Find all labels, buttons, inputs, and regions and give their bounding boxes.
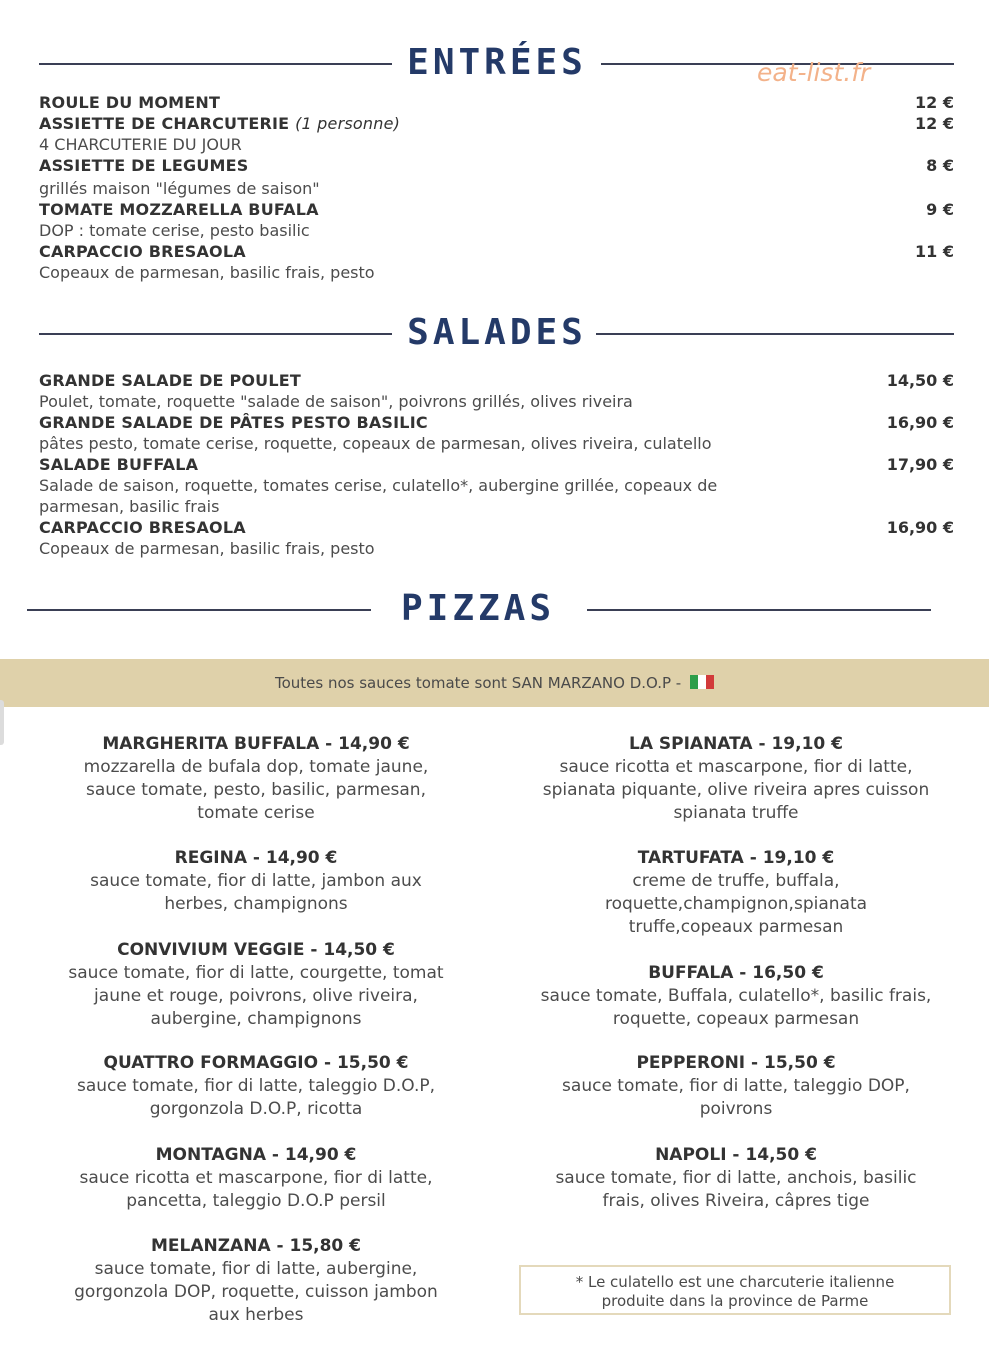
list-item [39, 199, 954, 241]
item-price: 9 € [926, 200, 954, 219]
header-rule [39, 63, 392, 65]
salades-list [39, 370, 954, 559]
pizza-description: spianata piquante, olive riveira apres cuisson [542, 780, 930, 800]
pizza-description: sauce tomate, fior di latte, jambon aux [90, 871, 422, 891]
pizza-description: tomate cerise [197, 803, 315, 823]
item-description: 4 CHARCUTERIE DU JOUR [39, 135, 242, 154]
pizza-item [516, 733, 956, 825]
item-description: grillés maison "légumes de saison" [39, 179, 320, 198]
pizza-description: sauce tomate, fior di latte, aubergine, [94, 1259, 418, 1279]
pizza-description: sauce tomate, fior di latte, taleggio D.O.P, [76, 1076, 435, 1096]
list-item [39, 241, 954, 283]
pizza-description: sauce tomate, pesto, basilic, parmesan, [86, 780, 426, 800]
item-description: Copeaux de parmesan, basilic frais, pesto [39, 263, 375, 282]
pizza-item [36, 733, 476, 825]
salades-header [0, 308, 989, 358]
pizza-description: roquette,champignon,spianata [604, 894, 868, 914]
pizza-description: creme de truffe, buffala, [632, 871, 840, 891]
section-title-pizzas: PIZZAS [400, 588, 556, 629]
pizza-description: aubergine, champignons [150, 1009, 362, 1029]
pizza-description: sauce ricotta et mascarpone, fior di latte, [559, 757, 913, 777]
pizza-description: poivrons [699, 1099, 773, 1119]
pizza-description: herbes, champignons [164, 894, 348, 914]
pizza-name: PEPPERONI - 15,50 € [636, 1053, 836, 1073]
pizza-description: spianata truffe [673, 803, 799, 823]
item-price: 16,90 € [886, 413, 954, 432]
item-price: 14,50 € [886, 371, 954, 390]
list-item [39, 454, 954, 517]
pizzas-header [0, 584, 989, 634]
footnote-line: produite dans la province de Parme [601, 1292, 869, 1310]
pizza-name: CONVIVIUM VEGGIE - 14,50 € [117, 940, 395, 960]
pizza-name: LA SPIANATA - 19,10 € [628, 734, 843, 754]
italy-flag-icon [690, 660, 714, 708]
item-name: ROULE DU MOMENT [39, 93, 221, 112]
pizza-name: NAPOLI - 14,50 € [655, 1145, 817, 1165]
watermark: eat-list.fr [757, 58, 871, 87]
pizza-item [36, 847, 476, 916]
list-item [39, 517, 954, 559]
pizza-item [516, 962, 956, 1031]
side-tab [0, 700, 4, 745]
pizza-description: mozzarella de bufala dop, tomate jaune, [83, 757, 429, 777]
pizza-description: sauce tomate, Buffala, culatello*, basilic frais, [540, 986, 932, 1006]
pizza-description: truffe,copeaux parmesan [628, 917, 844, 937]
entrees-list [39, 92, 954, 283]
item-price: 16,90 € [886, 518, 954, 537]
item-description: DOP : tomate cerise, pesto basilic [39, 221, 310, 240]
header-rule [596, 333, 954, 335]
pizza-item [36, 1235, 476, 1327]
item-description: pâtes pesto, tomate cerise, roquette, copeaux de parmesan, olives riveira, culatello [39, 434, 712, 453]
pizza-description: sauce tomate, fior di latte, anchois, basilic [555, 1168, 917, 1188]
header-rule [39, 333, 392, 335]
pizza-name: MARGHERITA BUFFALA - 14,90 € [102, 734, 410, 754]
culatello-footnote [519, 1265, 951, 1315]
item-price: 12 € [915, 93, 954, 112]
item-name: GRANDE SALADE DE POULET [39, 371, 302, 390]
pizza-name: REGINA - 14,90 € [174, 848, 338, 868]
pizza-item [516, 1144, 956, 1213]
item-name: ASSIETTE DE CHARCUTERIE (1 personne) [39, 114, 401, 133]
pizza-description: pancetta, taleggio D.O.P persil [126, 1191, 386, 1211]
item-price: 8 € [926, 156, 954, 175]
pizza-description: roquette, copeaux parmesan [612, 1009, 860, 1029]
header-rule [587, 609, 931, 611]
item-price: 17,90 € [886, 455, 954, 474]
pizza-name: MELANZANA - 15,80 € [150, 1236, 362, 1256]
item-name: GRANDE SALADE DE PÂTES PESTO BASILIC [39, 413, 428, 432]
list-item [39, 113, 954, 155]
section-title-salades: SALADES [407, 312, 587, 353]
item-name: CARPACCIO BRESAOLA [39, 242, 246, 261]
item-name: TOMATE MOZZARELLA BUFALA [39, 200, 319, 219]
list-item [39, 412, 954, 454]
pizza-description: frais, olives Riveira, câpres tige [602, 1191, 870, 1211]
item-name: ASSIETTE DE LEGUMES [39, 156, 249, 175]
item-name: CARPACCIO BRESAOLA [39, 518, 246, 537]
item-description: Copeaux de parmesan, basilic frais, pesto [39, 539, 375, 558]
pizza-item [36, 939, 476, 1031]
list-item [39, 370, 954, 412]
pizza-item [516, 847, 956, 939]
pizza-description: gorgonzola DOP, roquette, cuisson jambon [74, 1282, 438, 1302]
item-description: Salade de saison, roquette, tomates cerise, culatello*, aubergine grillée, copeaux de parmesan, basilic frais [39, 476, 718, 516]
pizza-description: gorgonzola D.O.P, ricotta [149, 1099, 363, 1119]
pizza-item [36, 1052, 476, 1121]
banner-text: Toutes nos sauces tomate sont SAN MARZANO D.O.P - [274, 674, 682, 692]
pizza-name: MONTAGNA - 14,90 € [155, 1145, 357, 1165]
footnote-line: * Le culatello est une charcuterie italienne [575, 1273, 895, 1291]
pizza-item [36, 1144, 476, 1213]
pizza-name: TARTUFATA - 19,10 € [637, 848, 835, 868]
pizza-name: QUATTRO FORMAGGIO - 15,50 € [103, 1053, 409, 1073]
item-price: 11 € [915, 242, 954, 261]
section-title-entrees: ENTRÉES [407, 42, 587, 83]
pizza-description: aux herbes [208, 1305, 304, 1325]
list-item [39, 155, 954, 199]
pizza-description: sauce tomate, fior di latte, taleggio DOP, [562, 1076, 910, 1096]
item-name: SALADE BUFFALA [39, 455, 199, 474]
pizza-description: sauce ricotta et mascarpone, fior di latte, [79, 1168, 433, 1188]
item-note: (1 personne) [295, 114, 401, 133]
sauce-banner [0, 659, 989, 707]
item-price: 12 € [915, 114, 954, 133]
list-item [39, 92, 954, 113]
header-rule [27, 609, 371, 611]
pizza-item [516, 1052, 956, 1121]
pizza-description: jaune et rouge, poivrons, olive riveira, [94, 986, 418, 1006]
pizza-name: BUFFALA - 16,50 € [648, 963, 824, 983]
pizza-description: sauce tomate, fior di latte, courgette, tomat [68, 963, 444, 983]
item-description: Poulet, tomate, roquette "salade de saison", poivrons grillés, olives riveira [39, 392, 633, 411]
